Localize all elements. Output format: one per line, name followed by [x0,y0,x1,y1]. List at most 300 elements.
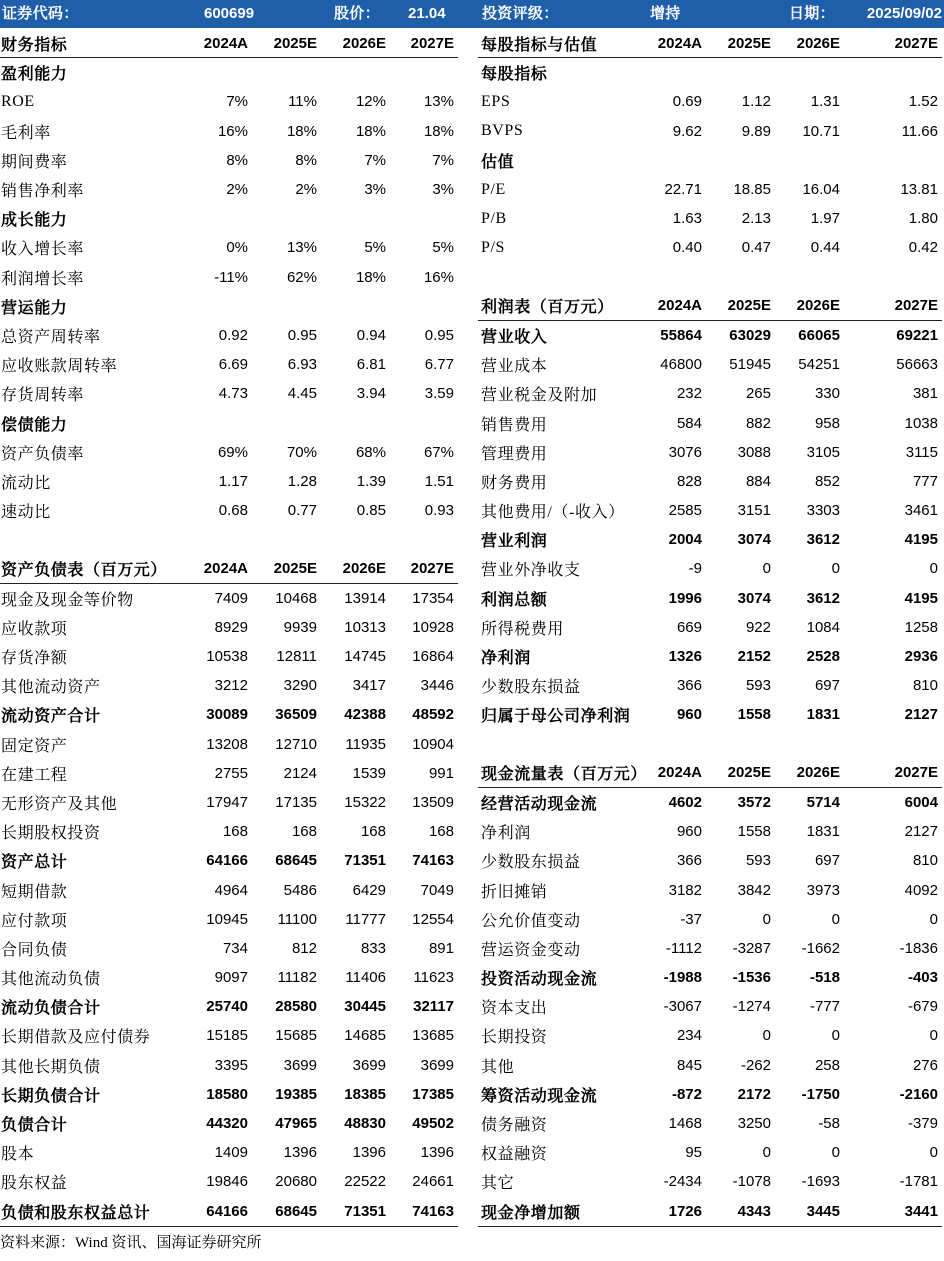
spacer-row [478,730,942,759]
value-2026e: -518 [809,969,840,987]
value-2025e: -1536 [732,969,771,987]
value-2024a: 168 [222,823,248,841]
value-2024a: 95 [685,1144,702,1162]
value-2024a: 845 [676,1056,702,1074]
section-title: 每股指标 [481,66,548,84]
value-2025e: 68645 [275,1202,317,1220]
row-label: 经营活动现金流 [481,795,598,813]
row-label: 利润增长率 [1,270,85,288]
value-2025e: 2152 [737,648,771,666]
value-2024a: 1.63 [672,210,702,228]
value-2025e: -262 [740,1056,771,1074]
value-2025e: 51945 [729,356,771,374]
table-row [0,467,458,496]
table-row [478,817,942,846]
value-2024a: -3067 [663,998,702,1016]
value-2024a: 25740 [206,998,248,1016]
table-header-row [0,29,458,58]
value-2026e: 697 [814,677,840,695]
value-2024a: 4.73 [218,385,248,403]
row-label: EPS [481,92,511,110]
value-2025e: 63029 [729,326,771,344]
value-2026e: 958 [814,414,840,432]
value-2025e: 0 [762,560,771,578]
value-2027e: 5% [432,239,454,257]
row-label: 短期借款 [1,883,68,901]
value-2024a: 2585 [668,502,702,520]
spacer-row [0,525,458,554]
row-label: 债务融资 [481,1117,548,1135]
value-2027e: 3.59 [424,385,454,403]
row-label: 其他费用/（-收入） [481,504,625,522]
table-row [478,875,942,904]
spacer-row [478,263,942,292]
value-2025e: 9939 [283,618,317,636]
row-label: 现金及现金等价物 [1,591,134,609]
value-2027e: 11623 [413,969,454,987]
value-2026e: 10313 [344,618,386,636]
value-2026e: 3% [364,181,386,199]
table-row [0,1051,458,1080]
value-2025e: 5486 [283,881,317,899]
value-2026e: 0.94 [356,326,386,344]
value-2027e: -1781 [899,1173,938,1191]
value-2026e: 0 [831,560,840,578]
value-2024a: 2% [226,181,248,199]
section-title: 营运能力 [1,299,68,317]
value-2025e: -1078 [732,1173,771,1191]
value-2025e: 13% [286,239,317,257]
row-label: 营业收入 [481,328,548,346]
value-2026e: 13914 [344,589,386,607]
value-2024a: 13208 [206,735,248,753]
row-label: 投资活动现金流 [481,971,598,989]
row-label: 无形资产及其他 [1,795,118,813]
section-heading-row [0,58,458,87]
value-2024a: 15185 [206,1027,248,1045]
row-label: 期间费率 [1,153,68,171]
value-2027e: 777 [912,472,938,490]
column-header-2027e: 2027E [894,764,938,782]
table-row [478,992,942,1021]
value-2024a: 828 [676,472,702,490]
value-2027e: 3% [432,181,454,199]
value-2025e: 12811 [276,648,317,666]
value-2026e: 1.39 [356,472,386,490]
section-heading-row [0,292,458,321]
table-row [0,817,458,846]
value-2027e: 0 [929,1027,938,1045]
value-2027e: 991 [428,764,454,782]
row-label: 长期股权投资 [1,825,101,843]
total-row [0,1080,458,1109]
value-2026e: 3973 [806,881,840,899]
value-2024a: 8% [226,151,248,169]
table-row [478,496,942,525]
table-row [0,584,458,613]
value-2024a: 9097 [214,969,248,987]
column-header-2026e: 2026E [342,559,386,577]
value-2025e: 8% [295,151,317,169]
value-2024a: 366 [676,677,702,695]
value-2026e: 833 [360,939,386,957]
value-2025e: 265 [745,385,771,403]
row-label: 销售净利率 [1,183,85,201]
value-2027e: 69221 [896,326,938,344]
column-header-2027e: 2027E [894,34,938,52]
value-2027e: -1836 [899,939,938,957]
value-2025e: 28580 [275,998,317,1016]
value-2027e: 7% [432,151,454,169]
row-label: 在建工程 [1,766,68,784]
table-row [0,613,458,642]
value-2025e: 0.47 [741,239,771,257]
value-2025e: 10468 [275,589,317,607]
value-2026e: 258 [814,1056,840,1074]
value-2027e: 13% [423,93,454,111]
row-label: 合同负债 [1,941,68,959]
value-2024a: 10945 [206,910,248,928]
row-label: 应收款项 [1,620,68,638]
value-2026e: -1750 [801,1085,840,1103]
value-2024a: -2434 [663,1173,702,1191]
value-2026e: 168 [360,823,386,841]
row-label: 净利润 [481,650,531,668]
value-2026e: 18% [355,122,386,140]
value-2026e: 5% [364,239,386,257]
table-row [478,87,942,116]
row-label: 筹资活动现金流 [481,1087,598,1105]
value-2024a: -11% [214,268,248,286]
section-heading-row [478,146,942,175]
value-2026e: 18385 [344,1085,386,1103]
table-row [0,642,458,671]
row-label: 存货周转率 [1,387,85,405]
column-header-2027e: 2027E [894,297,938,315]
table-row [478,350,942,379]
total-row [478,788,942,817]
row-label: 利润总额 [481,591,548,609]
value-2024a: 1409 [214,1144,248,1162]
value-2027e: 3441 [904,1202,938,1220]
table-header-row [0,554,458,583]
value-2024a: 1996 [668,589,702,607]
value-2025e: 11% [288,93,317,111]
value-2027e: 2936 [904,648,938,666]
value-2025e: 3151 [737,502,771,520]
value-2024a: 960 [676,706,702,724]
column-header-2024a: 2024A [203,34,248,52]
row-label: P/E [481,180,506,198]
table-title: 每股指标与估值 [481,36,598,54]
table-row [478,934,942,963]
row-label: 净利润 [481,825,531,843]
row-label: 营运资金变动 [481,941,581,959]
value-2026e: 3699 [352,1056,386,1074]
table-row [0,1021,458,1050]
value-2024a: 64166 [206,1202,248,1220]
value-2025e: 4.45 [287,385,317,403]
row-label: ROE [1,92,35,110]
stock-code-label: 证券代码： [2,6,79,22]
value-2026e: 68% [355,443,386,461]
value-2027e: 3461 [904,502,938,520]
value-2027e: 74163 [412,852,454,870]
value-2026e: 66065 [798,326,840,344]
value-2026e: 3445 [806,1202,840,1220]
table-row [478,613,942,642]
date-label: 日期： [789,6,835,22]
value-2024a: 2004 [668,531,702,549]
row-label: 权益融资 [481,1146,548,1164]
value-2025e: 15685 [275,1027,317,1045]
value-2024a: 1326 [668,648,702,666]
value-2025e: 3290 [283,677,317,695]
value-2024a: 0% [226,239,248,257]
value-2027e: -2160 [899,1085,938,1103]
table-row [478,175,942,204]
table-title: 利润表（百万元） [481,299,614,317]
value-2027e: 4195 [904,531,938,549]
row-label: 管理费用 [481,445,548,463]
value-2025e: 168 [291,823,317,841]
table-row [0,730,458,759]
value-2027e: -403 [907,969,938,987]
value-2026e: 6.81 [356,356,386,374]
value-2025e: 1.12 [741,93,771,111]
value-2026e: 3612 [806,589,840,607]
stock-code: 600699 [204,5,255,22]
row-label: 收入增长率 [1,241,85,259]
value-2027e: 18% [423,122,454,140]
value-2024a: 0.92 [218,326,248,344]
value-2024a: 55864 [660,326,702,344]
value-2027e: 3699 [420,1056,454,1074]
value-2026e: 3105 [806,443,840,461]
value-2026e: 1.97 [810,210,840,228]
value-2027e: 0 [929,560,938,578]
table-row [478,554,942,583]
table-row [478,905,942,934]
row-label: 其他流动资产 [1,679,101,697]
value-2026e: 54251 [798,356,840,374]
value-2024a: 1726 [668,1202,702,1220]
value-2024a: 64166 [206,852,248,870]
table-row [0,788,458,817]
table-row [0,875,458,904]
row-label: 营业利润 [481,533,548,551]
column-header-2025e: 2025E [273,559,317,577]
row-label: 长期投资 [481,1029,548,1047]
row-label: 资产负债率 [1,445,85,463]
value-2024a: 0.40 [672,239,702,257]
value-2027e: 67% [423,443,454,461]
value-2024a: 7409 [214,589,248,607]
value-2024a: 6.69 [218,356,248,374]
value-2025e: 12710 [275,735,317,753]
value-2026e: 10.71 [802,122,840,140]
column-header-2025e: 2025E [727,764,771,782]
table-row [0,263,458,292]
value-2027e: 276 [912,1056,938,1074]
total-row [478,642,942,671]
table-row [478,379,942,408]
column-header-2026e: 2026E [342,34,386,52]
row-label: 折旧摊销 [481,883,548,901]
value-2025e: 19385 [275,1085,317,1103]
value-2024a: 960 [676,823,702,841]
value-2024a: 8929 [214,618,248,636]
row-label: 固定资产 [1,737,68,755]
total-row [478,321,942,350]
value-2025e: 3088 [737,443,771,461]
value-2024a: 30089 [206,706,248,724]
row-label: 营业税金及附加 [481,387,598,405]
value-2024a: 734 [222,939,248,957]
column-header-2026e: 2026E [796,34,840,52]
value-2026e: 11935 [345,735,386,753]
value-2026e: 0 [831,910,840,928]
table-row [0,321,458,350]
stock-info-bar [0,0,944,28]
row-label: 其他 [481,1058,515,1076]
row-label: BVPS [481,122,524,140]
total-row [0,992,458,1021]
value-2025e: 18.85 [733,181,771,199]
row-label: 负债和股东权益总计 [1,1204,151,1222]
value-2025e: -3287 [732,939,771,957]
table-row [478,408,942,437]
column-header-2026e: 2026E [796,764,840,782]
value-2026e: 1831 [806,706,840,724]
table-row [0,496,458,525]
row-label: 毛利率 [1,124,51,142]
section-heading-row [0,408,458,437]
value-2027e: 1038 [904,414,938,432]
row-label: 销售费用 [481,416,548,434]
value-2027e: 0.42 [908,239,938,257]
table-row [0,1138,458,1167]
value-2027e: 17385 [412,1085,454,1103]
value-2026e: 6429 [352,881,386,899]
value-2025e: 3074 [737,531,771,549]
section-title: 盈利能力 [1,66,68,84]
value-2025e: 593 [745,852,771,870]
value-2024a: 46800 [660,356,702,374]
column-header-2024a: 2024A [203,559,248,577]
column-header-2027e: 2027E [410,34,454,52]
value-2027e: 10928 [412,618,454,636]
value-2026e: 12% [355,93,386,111]
value-2027e: 17354 [412,589,454,607]
valuation-income-cashflow-table [478,29,942,1227]
row-label: 财务费用 [481,474,548,492]
value-2024a: 3182 [668,881,702,899]
value-2024a: 4602 [668,793,702,811]
value-2025e: 9.89 [741,122,771,140]
value-2027e: 3446 [420,677,454,695]
table-row [0,905,458,934]
table-row [0,117,458,146]
value-2024a: -872 [671,1085,702,1103]
value-2025e: 2172 [737,1085,771,1103]
section-title: 成长能力 [1,212,68,230]
column-header-2027e: 2027E [410,559,454,577]
section-title: 偿债能力 [1,416,68,434]
value-2027e: 1.80 [908,210,938,228]
total-row [478,963,942,992]
value-2025e: 3572 [737,793,771,811]
report-date: 2025/09/02 [866,5,942,22]
value-2027e: 0 [929,1144,938,1162]
value-2027e: 48592 [412,706,454,724]
row-label: 归属于母公司净利润 [481,708,631,726]
value-2027e: 32117 [413,998,454,1016]
value-2027e: -679 [907,998,938,1016]
column-header-2024a: 2024A [657,297,702,315]
value-2027e: 4195 [904,589,938,607]
table-row [478,846,942,875]
value-2025e: 1.28 [287,472,317,490]
row-label: 股本 [1,1146,35,1164]
value-2024a: 9.62 [672,122,702,140]
row-label: 营业外净收支 [481,562,581,580]
value-2024a: 0.68 [218,502,248,520]
table-row [478,1051,942,1080]
value-2025e: 17135 [275,793,317,811]
value-2026e: -1662 [801,939,840,957]
table-row [478,467,942,496]
row-label: 现金净增加额 [481,1204,581,1222]
value-2024a: 3076 [668,443,702,461]
value-2025e: 593 [745,677,771,695]
value-2025e: 68645 [275,852,317,870]
value-2027e: 16% [423,268,454,286]
value-2027e: 2127 [904,706,938,724]
row-label: 长期负债合计 [1,1087,101,1105]
value-2025e: 1396 [283,1144,317,1162]
value-2027e: 11.66 [901,122,938,140]
rating-value: 增持 [650,6,681,22]
value-2024a: -9 [688,560,702,578]
value-2026e: 71351 [344,852,386,870]
table-row [478,671,942,700]
value-2025e: 1558 [737,823,771,841]
value-2024a: 2755 [214,764,248,782]
table-row [478,117,942,146]
value-2025e: -1274 [732,998,771,1016]
value-2026e: 0 [831,1027,840,1045]
row-label: 所得税费用 [481,620,565,638]
value-2026e: -1693 [801,1173,840,1191]
value-2025e: 62% [286,268,317,286]
row-label: 公允价值变动 [481,912,581,930]
total-row [478,1197,942,1226]
value-2026e: 1396 [352,1144,386,1162]
value-2026e: 16.04 [802,181,840,199]
total-row [0,1197,458,1226]
value-2026e: 11777 [345,910,386,928]
value-2025e: 0 [762,1144,771,1162]
value-2027e: 381 [912,385,938,403]
section-title: 估值 [481,153,515,171]
value-2024a: 1468 [668,1115,702,1133]
source-note: 资料来源：Wind 资讯、国海证券研究所 [0,1235,262,1251]
value-2025e: 0.95 [287,326,317,344]
column-header-2024a: 2024A [657,764,702,782]
value-2027e: 13509 [412,793,454,811]
value-2024a: 366 [676,852,702,870]
